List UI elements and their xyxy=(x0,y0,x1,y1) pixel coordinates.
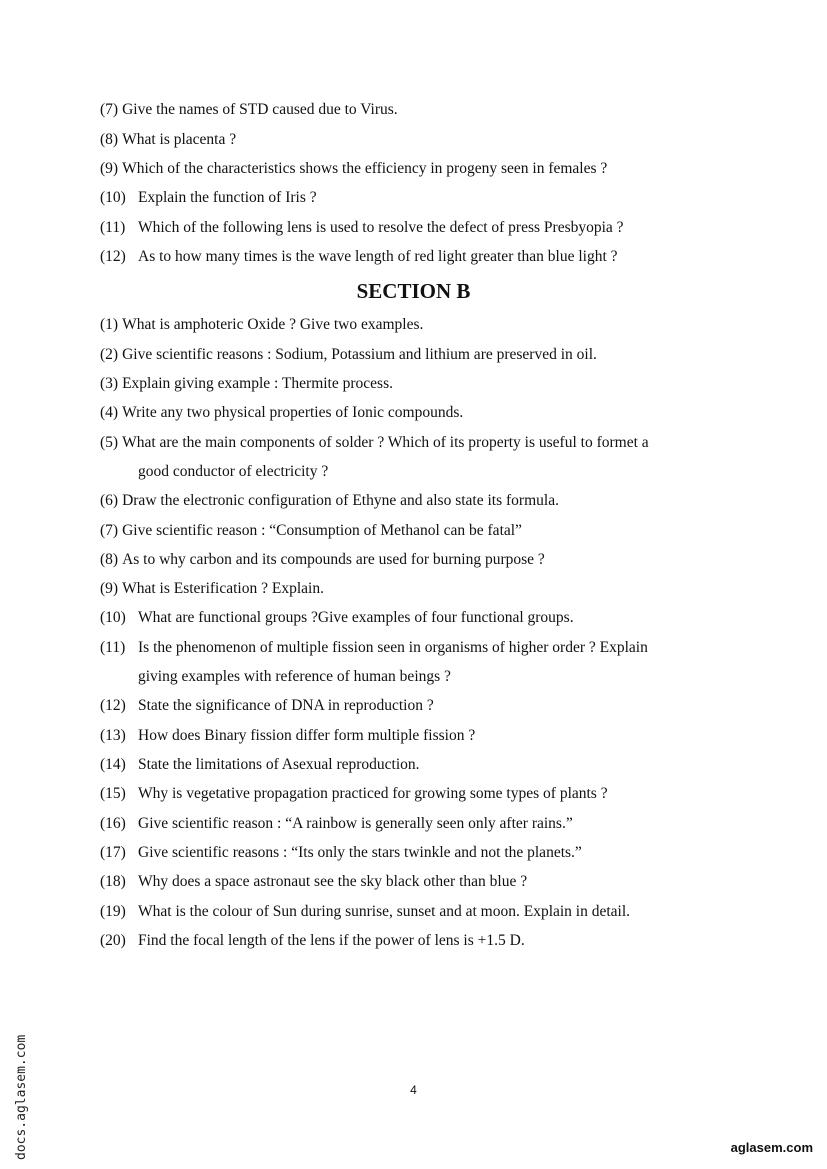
question-b-20 xyxy=(100,931,525,951)
question-number: (11) xyxy=(100,218,126,236)
question-a-8 xyxy=(100,130,236,150)
question-b-4 xyxy=(100,403,463,423)
question-text-continuation: good conductor of electricity ? xyxy=(138,463,329,480)
question-number: (3) xyxy=(100,375,119,392)
question-number: (14) xyxy=(100,756,126,773)
question-text: Find the focal length of the lens if the power of lens is +1.5 D. xyxy=(138,932,525,949)
question-b-11 xyxy=(100,638,648,688)
question-b-13 xyxy=(100,726,475,746)
question-number: (16) xyxy=(100,814,126,832)
question-b-9 xyxy=(100,579,324,599)
question-number: (6) xyxy=(100,492,119,509)
question-text: Give scientific reason : “A rainbow is generally seen only after rains.” xyxy=(138,814,573,832)
question-text: As to why carbon and its compounds are used for burning purpose ? xyxy=(122,551,545,568)
question-number: (8) xyxy=(100,130,119,148)
page-number: 4 xyxy=(410,1083,417,1097)
question-a-7 xyxy=(100,100,398,120)
question-b-12 xyxy=(100,696,434,716)
question-text: Explain the function of Iris ? xyxy=(138,189,317,206)
question-number: (7) xyxy=(100,521,119,539)
question-text: Give the names of STD caused due to Virus. xyxy=(122,101,398,118)
question-number: (4) xyxy=(100,404,119,421)
question-number: (10) xyxy=(100,609,126,626)
question-text: Which of the characteristics shows the efficiency in progeny seen in females ? xyxy=(122,160,608,177)
question-number: (9) xyxy=(100,160,119,177)
question-text: What is amphoteric Oxide ? Give two examples. xyxy=(122,316,424,333)
question-b-8 xyxy=(100,550,545,570)
question-number: (11) xyxy=(100,638,126,656)
question-text: Why does a space astronaut see the sky black other than blue ? xyxy=(138,873,528,890)
question-text: What are functional groups ?Give examples of four functional groups. xyxy=(138,609,574,626)
question-b-16 xyxy=(100,814,573,834)
question-number: (15) xyxy=(100,785,126,802)
question-b-5 xyxy=(100,433,649,483)
question-text: Draw the electronic configuration of Ethyne and also state its formula. xyxy=(122,492,559,509)
question-number: (12) xyxy=(100,248,126,265)
question-b-15 xyxy=(100,784,608,804)
question-number: (18) xyxy=(100,873,126,890)
section-b-heading: SECTION B xyxy=(356,279,471,303)
question-text-continuation: giving examples with reference of human beings ? xyxy=(138,668,451,685)
question-text: State the limitations of Asexual reproduction. xyxy=(138,756,420,773)
question-text: Write any two physical properties of Ionic compounds. xyxy=(122,404,464,421)
question-number: (13) xyxy=(100,726,126,744)
question-text: Explain giving example : Thermite process. xyxy=(122,375,393,392)
question-a-11 xyxy=(100,218,624,238)
question-b-2 xyxy=(100,345,597,365)
brand-watermark: aglasem.com xyxy=(730,1140,813,1155)
question-b-19 xyxy=(100,902,630,922)
question-number: (19) xyxy=(100,902,126,920)
question-b-7 xyxy=(100,521,522,541)
question-number: (20) xyxy=(100,932,126,949)
question-a-10 xyxy=(100,188,317,208)
question-b-17 xyxy=(100,843,582,863)
question-b-6 xyxy=(100,491,559,511)
question-number: (17) xyxy=(100,844,126,861)
question-number: (5) xyxy=(100,433,119,451)
question-b-18 xyxy=(100,872,527,892)
question-number: (1) xyxy=(100,316,119,333)
question-text: Give scientific reasons : Sodium, Potassium and lithium are preserved in oil. xyxy=(122,345,597,363)
side-watermark: docs.aglasem.com xyxy=(14,1034,29,1160)
question-text: Why is vegetative propagation practiced for growing some types of plants ? xyxy=(138,785,608,802)
question-text: What is placenta ? xyxy=(122,130,237,148)
question-number: (2) xyxy=(100,345,119,363)
question-a-9 xyxy=(100,159,607,179)
question-text: What is the colour of Sun during sunrise, sunset and at moon. Explain in detail. xyxy=(138,902,631,920)
question-number: (9) xyxy=(100,580,119,597)
question-number: (12) xyxy=(100,697,126,714)
question-text: What are the main components of solder ? Which of its property is useful to formet a xyxy=(122,433,649,451)
question-b-3 xyxy=(100,374,393,394)
question-b-1 xyxy=(100,315,423,335)
question-text: Give scientific reasons : “Its only the stars twinkle and not the planets.” xyxy=(138,844,582,861)
question-number: (8) xyxy=(100,551,119,568)
question-text: As to how many times is the wave length of red light greater than blue light ? xyxy=(138,248,618,265)
question-text: What is Esterification ? Explain. xyxy=(122,580,324,597)
question-text: Give scientific reason : “Consumption of Methanol can be fatal” xyxy=(122,521,522,539)
question-text: Which of the following lens is used to resolve the defect of press Presbyopia ? xyxy=(138,218,624,236)
question-text: State the significance of DNA in reproduction ? xyxy=(138,697,434,714)
question-b-10 xyxy=(100,608,574,628)
question-a-12 xyxy=(100,247,618,267)
question-number: (10) xyxy=(100,189,126,206)
question-text: Is the phenomenon of multiple fission seen in organisms of higher order ? Explain xyxy=(138,638,648,656)
question-b-14 xyxy=(100,755,420,775)
question-text: How does Binary fission differ form multiple fission ? xyxy=(138,726,476,744)
question-number: (7) xyxy=(100,101,119,118)
